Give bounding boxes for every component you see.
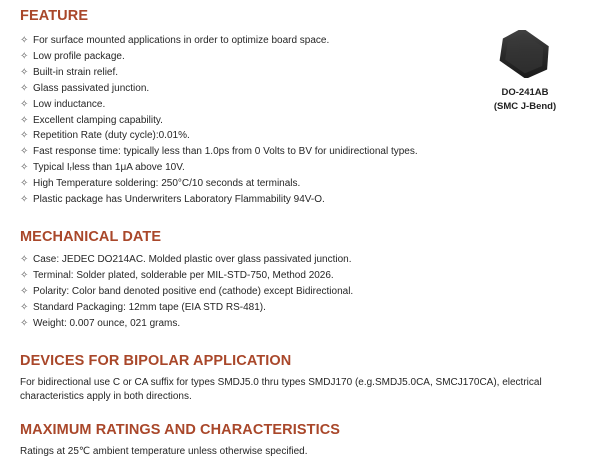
list-item: ✧ Typical Iᵣless than 1μA above 10V. [20, 160, 590, 176]
mechanical-section [20, 228, 590, 332]
list-item: ✧ Plastic package has Underwriters Laboratory Flammability 94V-O. [20, 192, 590, 208]
package-figure [465, 30, 585, 114]
package-subname: (SMC J-Bend) [493, 101, 557, 112]
ratings-heading: MAXIMUM RATINGS AND CHARACTERISTICS [20, 422, 341, 438]
ratings-section [20, 421, 590, 459]
diamond-bullet-icon: ✧ [20, 98, 29, 110]
list-item: ✧ Low profile package. [20, 49, 590, 65]
mechanical-list [20, 252, 590, 332]
diamond-bullet-icon: ✧ [20, 285, 29, 297]
list-item: ✧ Terminal: Solder plated, solderable per MIL-STD-750, Method 2026. [20, 268, 590, 284]
diamond-bullet-icon: ✧ [20, 146, 29, 158]
diamond-bullet-icon: ✧ [20, 114, 29, 126]
diamond-bullet-icon: ✧ [20, 50, 29, 62]
list-item: ✧ Low inductance. [20, 97, 590, 113]
diamond-bullet-icon: ✧ [20, 162, 29, 174]
diamond-bullet-icon: ✧ [20, 269, 29, 281]
ratings-text: Ratings at 25℃ ambient temperature unless otherwise specified. [20, 446, 308, 457]
list-item: ✧ Weight: 0.007 ounce, 021 grams. [20, 316, 590, 332]
bipolar-heading: DEVICES FOR BIPOLAR APPLICATION [20, 353, 292, 369]
diamond-bullet-icon: ✧ [20, 178, 29, 190]
diamond-bullet-icon: ✧ [20, 35, 29, 46]
feature-heading: FEATURE [20, 8, 89, 24]
bipolar-text: For bidirectional use C or CA suffix for types SMDJ5.0 thru types SMDJ170 (e.g.SMDJ5.0CA, SMCJ170CA), electrical characteristics apply in both directions. [20, 377, 542, 402]
package-name: DO-241AB [501, 87, 549, 98]
diamond-bullet-icon: ✧ [20, 66, 29, 78]
list-item: ✧ Repetition Rate (duty cycle):0.01%. [20, 128, 590, 144]
bipolar-section [20, 352, 590, 404]
diamond-bullet-icon: ✧ [20, 194, 29, 206]
list-item: ✧ Built-in strain relief. [20, 65, 590, 81]
list-item: ✧ Glass passivated junction. [20, 81, 590, 97]
smc-package-icon [494, 30, 556, 78]
diamond-bullet-icon: ✧ [20, 254, 29, 265]
list-item: ✧ High Temperature soldering: 250°C/10 seconds at terminals. [20, 176, 590, 192]
list-item: ✧ Case: JEDEC DO214AC. Molded plastic over glass passivated junction. [20, 252, 590, 268]
diamond-bullet-icon: ✧ [20, 82, 29, 94]
diamond-bullet-icon: ✧ [20, 130, 29, 142]
list-item: ✧ For surface mounted applications in order to optimize board space. [20, 33, 590, 49]
list-item: ✧ Excellent clamping capability. [20, 113, 590, 129]
list-item: ✧ Fast response time: typically less than 1.0ps from 0 Volts to BV for unidirectional types. [20, 144, 590, 160]
list-item: ✧ Polarity: Color band denoted positive end (cathode) except Bidirectional. [20, 284, 590, 300]
list-item: ✧ Standard Packaging: 12mm tape (EIA STD RS-481). [20, 300, 590, 316]
diamond-bullet-icon: ✧ [20, 317, 29, 329]
mechanical-heading: MECHANICAL DATE [20, 229, 162, 245]
diamond-bullet-icon: ✧ [20, 301, 29, 313]
